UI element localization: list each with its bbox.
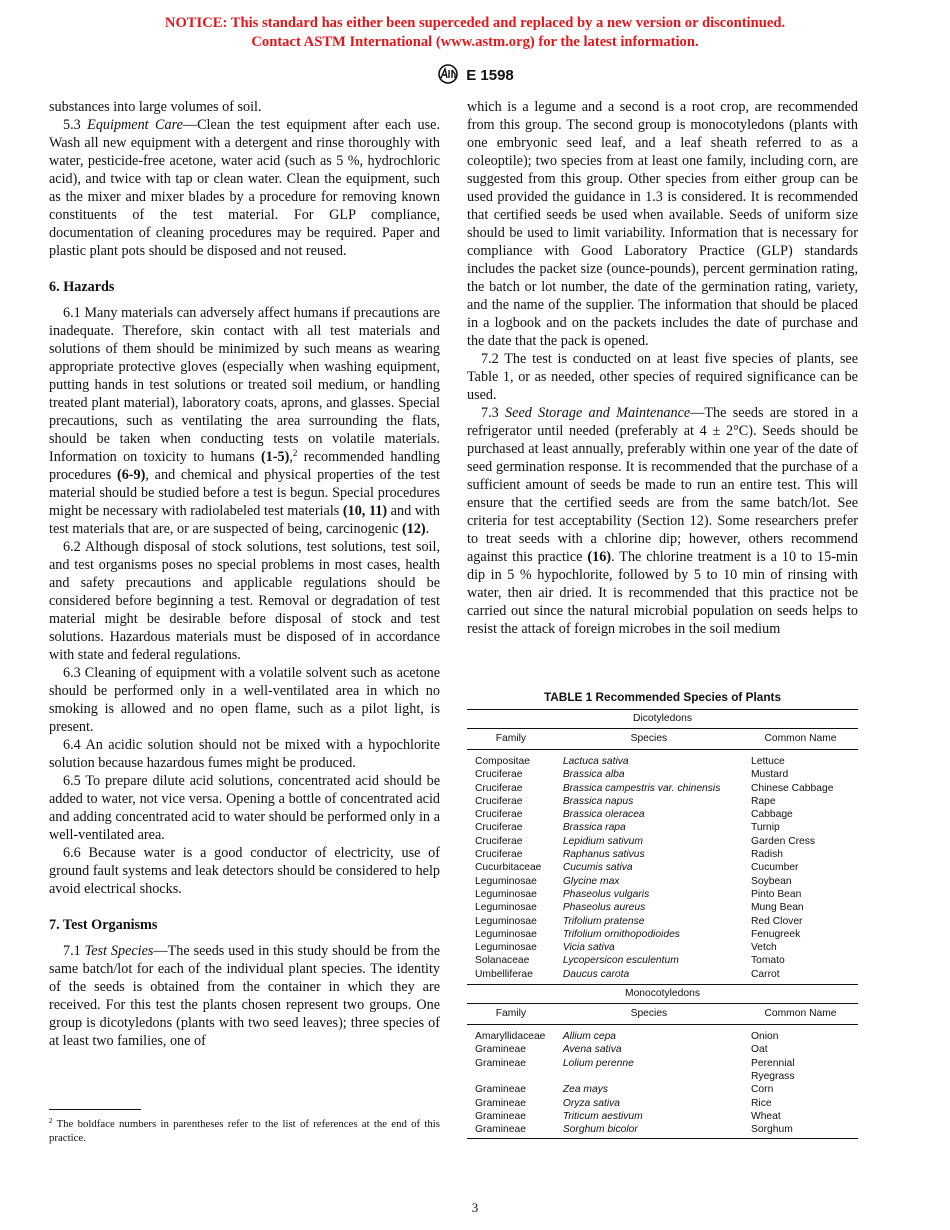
family-cell	[467, 1070, 555, 1083]
species-cell: Allium cepa	[562, 1031, 617, 1043]
table-row	[467, 1057, 858, 1070]
footnote: $^2$ The boldface numbers in parentheses refer to the list of references at the end of this practice.	[49, 1117, 440, 1144]
family-cell: Leguminosae	[475, 888, 537, 900]
table-row	[467, 782, 858, 795]
group-header-monocots: Monocotyledons	[467, 985, 858, 1004]
family-cell: Leguminosae	[475, 902, 537, 914]
species-cell: Trifolium ornithopodioides	[562, 928, 680, 940]
reference: (10, 11)	[342, 503, 388, 519]
paragraph-6-2: 6.2 Although disposal of stock solutions, test solutions, test soil, and test organisms poses no special problems in most cases, health and safety precautions and applicable regulations should be considered before beginning a test. Removal or degradation of test material might be desirable before disposal of stock and test solutions. Hazardous materials must be disposed of in accordance with state and federal regulations.	[49, 539, 440, 663]
table-row	[467, 1043, 858, 1056]
left-column	[49, 98, 440, 1050]
common-name-cell: Sorghum	[743, 1123, 858, 1139]
common-name-cell: Mung Bean	[750, 902, 804, 914]
common-name-cell: Ryegrass	[750, 1070, 795, 1082]
species-cell: Lolium perenne	[562, 1057, 634, 1069]
family-cell: Solanaceae	[475, 955, 530, 967]
table-row	[467, 941, 858, 954]
table-row	[467, 808, 858, 821]
table-row	[467, 1123, 858, 1139]
astm-logo-icon	[436, 64, 460, 84]
common-name-cell: Rice	[750, 1097, 772, 1109]
species-cell: Trifolium pratense	[562, 915, 645, 927]
common-name-cell: Rape	[750, 795, 776, 807]
reference: (16)	[587, 549, 612, 565]
species-cell: Zea mays	[562, 1084, 609, 1096]
table-row	[467, 954, 858, 967]
column-header: Family	[467, 729, 555, 750]
column-header: Family	[467, 1004, 555, 1025]
common-name-cell: Soybean	[750, 875, 792, 887]
table-row	[467, 1097, 858, 1110]
species-table	[467, 709, 858, 1139]
paragraph: substances into large volumes of soil.	[49, 99, 262, 115]
species-cell: Lycopersicon esculentum	[562, 955, 679, 967]
species-cell	[555, 1070, 743, 1083]
reference: (12)	[401, 521, 426, 537]
species-cell: Lepidium sativum	[562, 835, 643, 847]
family-cell: Gramineae	[475, 1110, 526, 1122]
table-row	[467, 901, 858, 914]
table-row	[467, 875, 858, 888]
species-cell: Triticum aestivum	[562, 1110, 643, 1122]
species-cell: Brassica alba	[562, 769, 625, 781]
table-row	[467, 1025, 858, 1044]
species-cell: Daucus carota	[562, 968, 630, 980]
common-name-cell: Cabbage	[750, 809, 793, 821]
family-cell: Cruciferae	[475, 849, 523, 861]
footnote-ref: 2	[292, 448, 298, 458]
common-name-cell: Lettuce	[750, 756, 785, 767]
paragraph-6-3: 6.3 Cleaning of equipment with a volatile solvent such as acetone should be performed only in a well-ventilated area in which no smoking is allowed and no open flame, such as a pilot light, is present.	[49, 665, 440, 735]
family-cell: Gramineae	[475, 1084, 526, 1096]
paragraph-7-1-cont: which is a legume and a second is a root crop, are recommended from this group. The second group is monocotyledons (plants with one embryonic seed leaf, and a leaf sheath referred to as a coleoptile); two species from at least one family, including corn, are suggested from this group. Other species from either group can be used provided the guidance in 1.3 is considered. It is recommended that certified seeds be used when available. Seeds of uniform size should be used to limit variability. Information that is necessary for compliance with Good Laboratory Practice (GLP) standards includes the packet size (ounce-pounds), percent germination rating, the batch or lot number, the date of the germination rating, variety, and the name of the supplier. The information that should be placed in a logbook and on the packets includes the date of purchase and the date that the pack is opened.	[467, 99, 858, 349]
paragraph-7-1: 7.1 Test Species—The seeds used in this study should be from the same batch/lot for each of the individual plant species. The identity of the seeds is obtained from the container in which they are received. For this test the plants chosen represent two groups. One group is dicotyledons (plants with two seed leaves); three species of at least two families, one of	[49, 943, 440, 1049]
reference: (1-5)	[260, 449, 290, 465]
common-name-cell: Pinto Bean	[750, 888, 802, 900]
common-name-cell: Red Clover	[750, 915, 803, 927]
family-cell: Leguminosae	[475, 928, 537, 940]
paragraph-5-3: 5.3 Equipment Care—Clean the test equipment after each use. Wash all new equipment with a detergent and rinse thoroughly with water, pesticide-free acetone, water acid (such as 5 %, hydrochloric acid), and twice with tap or clean water. Clean the equipment, such as the mixer and mixer blades by a procedure for removing known constituents of the test material. For GLP compliance, documentation of cleaning procedures may be required. Paper and plastic plant pots should be disposed and not reused.	[49, 117, 440, 259]
species-cell: Brassica napus	[562, 795, 634, 807]
species-cell: Brassica campestris var. chinensis	[562, 782, 721, 794]
page-number: 3	[471, 1200, 479, 1215]
document-header	[0, 64, 950, 84]
family-cell: Leguminosae	[475, 942, 537, 954]
species-cell: Raphanus sativus	[562, 849, 645, 861]
common-name-cell: Tomato	[750, 955, 785, 967]
right-column	[467, 98, 858, 638]
table-caption: TABLE 1 Recommended Species of Plants	[543, 690, 782, 704]
table-row	[467, 835, 858, 848]
table-row	[467, 928, 858, 941]
family-cell: Leguminosae	[475, 915, 537, 927]
section-title: Equipment Care	[87, 117, 183, 133]
common-name-cell: Wheat	[750, 1110, 781, 1122]
table-row	[467, 848, 858, 861]
table-row	[467, 861, 858, 874]
common-name-cell: Turnip	[750, 822, 780, 834]
dicot-rows	[467, 750, 858, 985]
family-cell: Gramineae	[475, 1057, 526, 1069]
section-heading: 6. Hazards	[49, 279, 115, 295]
species-cell: Sorghum bicolor	[555, 1123, 743, 1139]
designation: E 1598	[466, 67, 514, 84]
species-cell: Oryza sativa	[562, 1097, 621, 1109]
family-cell: Cruciferae	[475, 822, 523, 834]
common-name-cell: Corn	[750, 1084, 774, 1096]
family-cell: Leguminosae	[475, 875, 537, 887]
table-row	[467, 1070, 858, 1083]
table-row	[467, 750, 858, 769]
table-row	[467, 1110, 858, 1123]
column-header: Common Name	[743, 729, 858, 750]
monocot-rows	[467, 1025, 858, 1139]
paragraph-6-4: 6.4 An acidic solution should not be mixed with a hypochlorite solution because hazardous fumes might be produced.	[49, 737, 440, 771]
paragraph-6-6: 6.6 Because water is a good conductor of electricity, use of ground fault systems and leak detectors should be considered to help avoid electrical shocks.	[49, 845, 440, 897]
common-name-cell: Oat	[750, 1044, 768, 1056]
column-header: Common Name	[743, 1004, 858, 1025]
species-cell: Avena sativa	[562, 1044, 622, 1056]
family-cell: Compositae	[475, 756, 530, 767]
paragraph-7-3: 7.3 Seed Storage and Maintenance—The seeds are stored in a refrigerator until needed (preferably at 4 ± 2°C). Seeds should be purchased at least annually, preferably within one year of the date of seed germination response. It is recommended that the purchase of a sufficient amount of seeds be made to run an entire test. This will ensure that the certified seeds are from the same batch/lot. See criteria for test acceptability (Section 12). Some researchers prefer to treat seeds with a chlorine dip; however, others recommend against this practice (16). The chlorine treatment is a 10 to 15-min dip in 5 % hypochlorite, followed by 5 to 10 min of rinsing with water, then air dried. It is recommended that this practice not be carried out since the natural microbial population on seeds helps to resist the attack of foreign microbes in the soil medium	[467, 405, 858, 637]
common-name-cell: Carrot	[750, 968, 780, 980]
table-row	[467, 968, 858, 985]
family-cell: Cucurbitaceae	[475, 862, 542, 874]
notice-banner	[0, 14, 950, 52]
table-row	[467, 768, 858, 781]
table-row	[467, 888, 858, 901]
species-cell: Phaseolus aureus	[562, 902, 646, 914]
family-cell: Gramineae	[475, 1044, 526, 1056]
notice-line-1: NOTICE: This standard has either been superceded and replaced by a new version or discontinued.	[164, 15, 786, 31]
family-cell: Cruciferae	[475, 795, 523, 807]
common-name-cell: Onion	[750, 1031, 779, 1043]
table-row	[467, 1083, 858, 1096]
family-cell: Gramineae	[475, 1097, 526, 1109]
common-name-cell: Perennial	[750, 1057, 795, 1069]
family-cell: Umbelliferae	[475, 968, 533, 980]
common-name-cell: Garden Cress	[750, 835, 816, 847]
common-name-cell: Fenugreek	[750, 928, 801, 940]
species-cell: Brassica rapa	[562, 822, 626, 834]
paragraph-6-1: 6.1 Many materials can adversely affect humans if precautions are inadequate. Therefore, skin contact with all test materials and solutions of them should be minimized by such means as wearing appropriate protective gloves (especially when washing equipment, putting hands in test solutions or treated soil medium, or handling treated plant material), laboratory coats, aprons, and glasses. Special precautions, such as ventilating the area surrounding the flats, should be taken when conducting tests on volatile materials. Information on toxicity to humans (1-5),$^2$ recommended handling procedures (6-9), and chemical and physical properties of the test material should be studied before a test is begun. Special procedures might be necessary with radiolabeled test materials (10, 11) and with test materials that are, or are suspected of being, carcinogenic (12).	[49, 305, 440, 537]
species-cell: Lactuca sativa	[562, 756, 629, 767]
common-name-cell: Mustard	[750, 769, 789, 781]
section-title: Seed Storage and Maintenance	[505, 405, 691, 421]
reference: (6-9)	[117, 467, 146, 483]
footnote-rule	[49, 1109, 141, 1110]
species-cell: Brassica oleracea	[562, 809, 645, 821]
species-cell: Glycine max	[562, 875, 620, 887]
species-cell: Cucumis sativa	[562, 862, 633, 874]
section-heading: 7. Test Organisms	[49, 917, 158, 933]
family-cell: Amaryllidaceae	[475, 1031, 546, 1043]
notice-line-2: Contact ASTM International (www.astm.org) for the latest information.	[251, 34, 699, 50]
common-name-cell: Vetch	[750, 942, 777, 954]
family-cell: Cruciferae	[475, 782, 523, 794]
common-name-cell: Radish	[750, 849, 784, 861]
table-row	[467, 821, 858, 834]
family-cell: Cruciferae	[475, 809, 523, 821]
species-cell: Vicia sativa	[562, 942, 615, 954]
family-cell: Gramineae	[467, 1123, 555, 1139]
paragraph-6-5: 6.5 To prepare dilute acid solutions, concentrated acid should be added to water, not vice versa. Opening a bottle of concentrated acid and adding concentrated acid to water should be performed only in a well-ventilated area.	[49, 773, 440, 843]
section-title: Test Species	[84, 943, 154, 959]
family-cell: Cruciferae	[475, 835, 523, 847]
common-name-cell: Cucumber	[750, 862, 799, 874]
paragraph-7-2: 7.2 The test is conducted on at least five species of plants, see Table 1, or as needed, other species of required significance can be used.	[467, 351, 858, 403]
group-header-dicots: Dicotyledons	[467, 710, 858, 729]
column-header: Species	[555, 1004, 743, 1025]
species-cell: Phaseolus vulgaris	[562, 888, 650, 900]
table-row	[467, 915, 858, 928]
table-row	[467, 795, 858, 808]
common-name-cell: Chinese Cabbage	[750, 782, 834, 794]
column-header: Species	[555, 729, 743, 750]
family-cell: Cruciferae	[475, 769, 523, 781]
